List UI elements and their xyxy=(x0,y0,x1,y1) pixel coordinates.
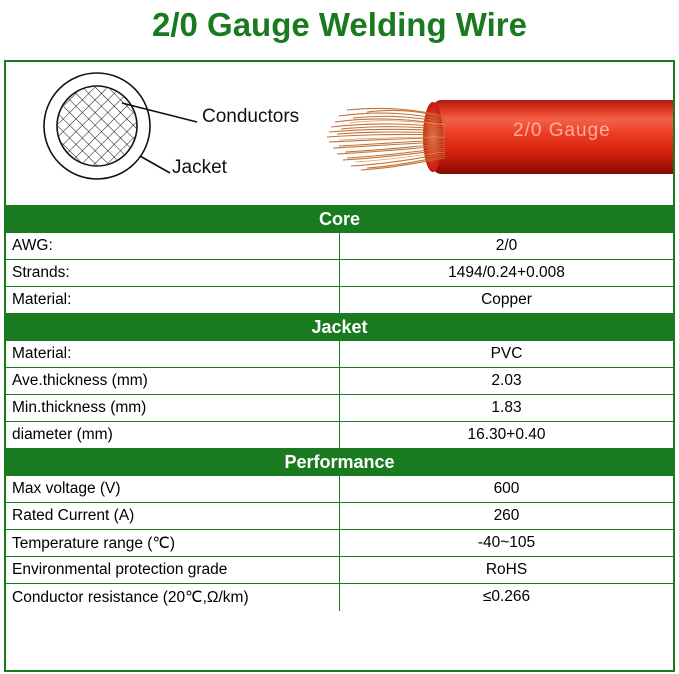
table-row xyxy=(6,287,673,314)
section-heading-core: Core xyxy=(6,206,673,233)
row-value: 16.30+0.40 xyxy=(340,422,674,449)
row-label: Environmental protection grade xyxy=(6,557,340,584)
row-label: Strands: xyxy=(6,260,340,287)
row-label: Ave.thickness (mm) xyxy=(6,368,340,395)
cable-cross-section-diagram xyxy=(12,68,332,200)
table-row xyxy=(6,233,673,260)
section-header-row xyxy=(6,206,673,233)
table-row xyxy=(6,503,673,530)
section-header-row xyxy=(6,449,673,476)
row-label: AWG: xyxy=(6,233,340,260)
table-row xyxy=(6,260,673,287)
section-heading-performance: Performance xyxy=(6,449,673,476)
row-value: 600 xyxy=(340,476,674,503)
row-value: RoHS xyxy=(340,557,674,584)
row-label: Rated Current (A) xyxy=(6,503,340,530)
wire-photo xyxy=(323,80,673,192)
row-label: Conductor resistance (20℃,Ω/km) xyxy=(6,584,340,611)
label-jacket: Jacket xyxy=(172,157,227,178)
row-value: 2.03 xyxy=(340,368,674,395)
copper-strands xyxy=(327,96,447,180)
spec-panel xyxy=(4,60,675,672)
section-header-row xyxy=(6,314,673,341)
row-value: 1494/0.24+0.008 xyxy=(340,260,674,287)
row-value: ≤0.266 xyxy=(340,584,674,611)
table-row xyxy=(6,368,673,395)
table-row xyxy=(6,395,673,422)
section-heading-jacket: Jacket xyxy=(6,314,673,341)
row-value: PVC xyxy=(340,341,674,368)
specification-table xyxy=(6,205,673,611)
wire-print-text: 2/0 Gauge xyxy=(513,120,611,141)
table-row xyxy=(6,341,673,368)
row-label: Material: xyxy=(6,341,340,368)
row-value: 1.83 xyxy=(340,395,674,422)
row-label: diameter (mm) xyxy=(6,422,340,449)
table-row xyxy=(6,476,673,503)
table-row xyxy=(6,557,673,584)
row-label: Max voltage (V) xyxy=(6,476,340,503)
page-title: 2/0 Gauge Welding Wire xyxy=(151,6,527,43)
label-conductors: Conductors xyxy=(202,106,300,127)
table-row xyxy=(6,584,673,611)
table-row xyxy=(6,530,673,557)
row-label: Temperature range (℃) xyxy=(6,530,340,557)
illustration-area xyxy=(6,62,673,205)
table-row xyxy=(6,422,673,449)
row-label: Material: xyxy=(6,287,340,314)
row-value: Copper xyxy=(340,287,674,314)
row-value: -40~105 xyxy=(340,530,674,557)
row-value: 2/0 xyxy=(340,233,674,260)
row-label: Min.thickness (mm) xyxy=(6,395,340,422)
row-value: 260 xyxy=(340,503,674,530)
